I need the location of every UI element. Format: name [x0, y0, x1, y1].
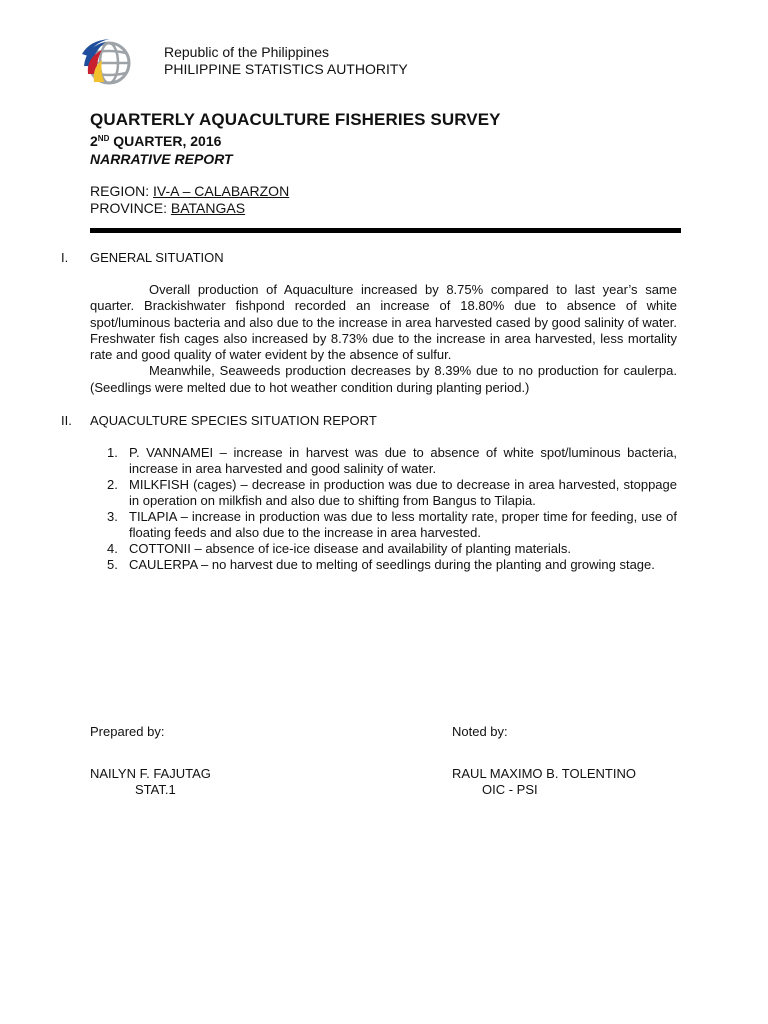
- section-title: AQUACULTURE SPECIES SITUATION REPORT: [90, 413, 377, 428]
- species-list: [90, 445, 677, 573]
- psa-logo-graphic: [80, 36, 134, 90]
- quarter-ordinal: ND: [97, 134, 110, 143]
- section-number: II.: [61, 413, 72, 428]
- province-label: PROVINCE:: [90, 200, 171, 216]
- quarter-number: 2: [90, 133, 98, 149]
- agency-header: [164, 44, 408, 78]
- noted-by-label: Noted by:: [452, 724, 508, 739]
- list-item: [90, 445, 677, 477]
- paragraph: Meanwhile, Seaweeds production decreases by 8.39% due to no production for caulerpa. (Seedlings were melted due to hot weather condition during planting period.): [90, 363, 677, 395]
- list-item-text: TILAPIA – increase in production was due to less mortality rate, proper time for feeding, use of floating feeds and also due to the increase in area harvested.: [129, 509, 677, 540]
- list-item-number: 5.: [107, 557, 118, 572]
- section-heading-species: [61, 413, 461, 429]
- agency-name: PHILIPPINE STATISTICS AUTHORITY: [164, 61, 408, 77]
- list-item: [90, 509, 677, 541]
- section-title: GENERAL SITUATION: [90, 250, 224, 265]
- region-label: REGION:: [90, 183, 154, 199]
- preparer-title: STAT.1: [135, 782, 176, 797]
- prepared-by-label: Prepared by:: [90, 724, 165, 739]
- section-heading-general: [61, 250, 461, 266]
- region-line: [90, 183, 289, 200]
- paragraph: Overall production of Aquaculture increased by 8.75% compared to last year’s same quarter. Brackishwater fishpond recorded an increase of 18.80% due to absence of white spot/luminous bacteria and also due to the increase in area harvested cased by good salinity of water. Freshwater fish cages also increased by 8.73% due to the increase in area harvested, less mortality rate and good quality of water evident by the absence of sulfur.: [90, 282, 677, 363]
- region-value: IV-A – CALABARZON: [153, 183, 290, 199]
- noter-title: OIC - PSI: [482, 782, 538, 797]
- prepared-by-block: [90, 724, 350, 798]
- republic-line: Republic of the Philippines: [164, 44, 329, 60]
- quarter-line: [90, 130, 501, 150]
- general-situation-text: [90, 282, 677, 396]
- psa-logo-icon: [80, 36, 134, 90]
- noter-name: RAUL MAXIMO B. TOLENTINO: [452, 766, 636, 781]
- province-value: BATANGAS: [170, 200, 246, 216]
- list-item-number: 4.: [107, 541, 118, 556]
- list-item-text: COTTONII – absence of ice-ice disease and availability of planting materials.: [129, 541, 571, 556]
- location-meta: [90, 183, 289, 217]
- report-label: NARRATIVE REPORT: [90, 151, 233, 167]
- list-item: [90, 477, 677, 509]
- list-item-text: CAULERPA – no harvest due to melting of seedlings during the planting and growing stage.: [129, 557, 655, 572]
- list-item-number: 3.: [107, 509, 118, 524]
- survey-title: QUARTERLY AQUACULTURE FISHERIES SURVEY: [90, 110, 501, 129]
- header-divider: [90, 228, 681, 233]
- list-item: [90, 557, 677, 573]
- list-item-number: 1.: [107, 445, 118, 460]
- province-line: [90, 200, 289, 217]
- title-block: [90, 110, 501, 168]
- list-item-text: P. VANNAMEI – increase in harvest was due to absence of white spot/luminous bacteria, increase in area harvested and good salinity of water.: [129, 445, 677, 476]
- list-item-text: MILKFISH (cages) – decrease in production was due to decrease in area harvested, stoppage in operation on milkfish and also due to shifting from Bangus to Tilapia.: [129, 477, 677, 508]
- noted-by-block: [452, 724, 712, 798]
- list-item-number: 2.: [107, 477, 118, 492]
- list-item: [90, 541, 677, 557]
- preparer-name: NAILYN F. FAJUTAG: [90, 766, 211, 781]
- section-number: I.: [61, 250, 69, 265]
- quarter-year: QUARTER, 2016: [109, 133, 222, 149]
